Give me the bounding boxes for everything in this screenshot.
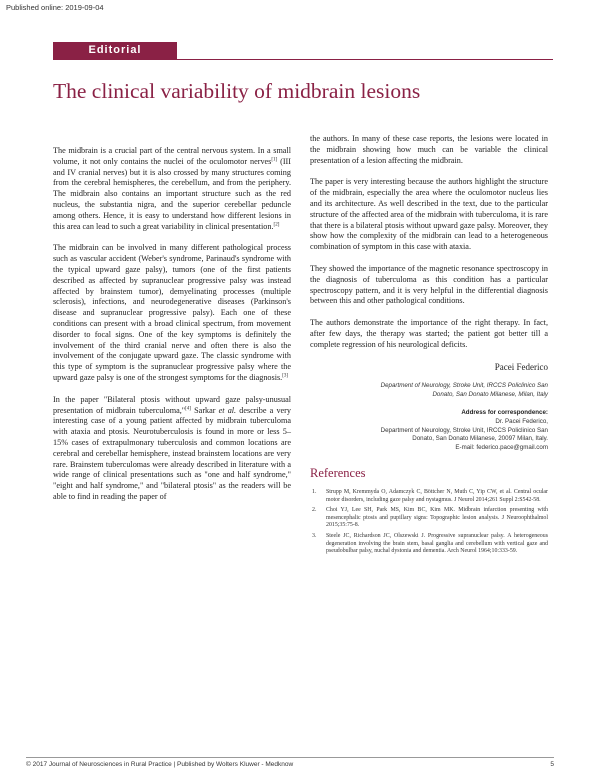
author-name: Pacei Federico <box>494 361 548 372</box>
references-heading: References <box>310 466 366 481</box>
page-footer <box>26 761 554 768</box>
right-column <box>310 134 548 559</box>
footer-journal: © 2017 Journal of Neurosciences in Rural Practice | Published by Wolters Kluwer - Medknow <box>26 761 294 768</box>
paragraph: The paper is very interesting because the authors highlight the structure of the midbrain, especially the area where the oculomotor nucleus lies and its architecture. As well described in the text, due to the particular structure of the affected area of the midbrain with tuberculoma, it is rare that there is a bilateral ptosis without upward gaze palsy. Moreover, they show how the complexity of the midbrain can lead to a heterogeneous combination of symptom in this case with ataxia. <box>310 177 548 252</box>
paragraph: In the paper "Bilateral ptosis without upward gaze palsy-unusual presentation of midbrain tuberculoma,"[4] Sarkar et al. describe a very interesting case of a young patient affected by midbrain tuberculoma with ataxia and ptosis. Neurotuberculosis is found in more or less 5–15% cases of extrapulmonary tuberculosis and common locations are cerebral and cerebellar hemisphere, instead brainstem locations are very rare. Brainstem tuberculomas were already described in literature with a wide range of clinical presentations such as "one and half syndrome," "eight and half syndrome," and "bilateral ptosis" as the readers will be able to find in reading the paper of <box>53 394 291 501</box>
citation[interactable]: [3] <box>282 373 289 379</box>
author-affiliation: Department of Neurology, Stroke Unit, IRCCS Policlinico San Donato, San Donato Milanese, Milan, Italy <box>380 382 548 399</box>
paragraph: the authors. In many of these case reports, the lesions were located in the midbrain showing how much can be variable the clinical presentation of a lesion affecting the midbrain. <box>310 134 548 165</box>
correspondence-block: Address for correspondence: Dr. Pacei Federico, Department of Neurology, Stroke Unit, IRCCS Policlinico San Donato, San Donato Milanese, 20097 Milan, Italy. E-mail: federico.pace@gmail.com <box>310 409 548 452</box>
paragraph: The midbrain can be involved in many different pathological process such as vascular accident (Weber's syndrome, Parinaud's syndrome with the typical upward gaze palsy), tumors (one of the first patients described as affected by supranuclear progressive palsy was instead affected by brainstem tumor), demyelinating processes (multiple sclerosis), infections, and neurodegenerative diseases (Parkinson's disease and supranuclear progressive palsy). Each one of these conditions can present with a broad clinical spectrum, from movement disorder to focal signs. One of the key symptoms is definitely the involvement of the third cranial nerve and often there is also the involvement of the conjugate upward gaze. The classic syndrome with this type of symptom is the supranuclear progressive palsy where the upward gaze palsy is one of the strongest symptoms for the diagnosis.[3] <box>53 243 291 382</box>
footer-rule <box>26 757 554 758</box>
published-online-stamp: Published online: 2019-09-04 <box>6 3 104 12</box>
paragraph: The authors demonstrate the importance of the right therapy. In fact, after few days, the therapy was started; the patient got better till a complete regression of his neurological deficits. <box>310 318 548 349</box>
citation[interactable]: [2] <box>273 221 280 227</box>
reference-item: 2. Choi YJ, Lee SH, Park MS, Kim BC, Kim MK. Midbrain infarction presenting with mesencephalic ptosis and pupillary signs: Topographic lesion analysis. J Neuroophthalmol 2015;35:75-8. <box>312 507 548 529</box>
citation[interactable]: [4] <box>185 405 191 411</box>
page-number: 5 <box>550 761 554 768</box>
header-rule <box>53 59 553 60</box>
paragraph: The midbrain is a crucial part of the central nervous system. In a small volume, it not only contains the nuclei of the oculomotor nerves[1] (III and IV cranial nerves) but it is also crossed by many structures coming from the cerebral hemispheres, the cerebellum, and from the periphery. The midbrain also contains an important structure such as the red nucleus, the substantia nigra, and the superior cerebellar peduncle among others. Hence, it is easy to understand how different lesions in this area can lead to such a great variability in clinical presentation.[2] <box>53 146 292 231</box>
section-label: Editorial <box>53 42 177 59</box>
email-link[interactable]: E-mail: federico.pace@gmail.com <box>455 443 548 451</box>
article-title: The clinical variability of midbrain lesions <box>53 79 421 103</box>
reference-item: 3. Steele JC, Richardson JC, Olszewski J. Progressive supranuclear palsy. A heterogeneous degeneration involving the brain stem, basal ganglia and cerebellum with vertical gaze and pseudobulbar palsy, nuchal dystonia and dementia. Arch Neurol 1964;10:333-59. <box>312 533 548 555</box>
references-list <box>310 489 548 556</box>
reference-item: 1. Strupp M, Kremmyda O, Adamczyk C, Böttcher N, Muth C, Yip CW, et al. Central ocular motor disorders, including gaze palsy and nystagmus. J Neurol 2014;261 Suppl 2:S542-58. <box>312 489 548 503</box>
left-column <box>53 146 291 514</box>
paragraph: They showed the importance of the magnetic resonance spectroscopy in the diagnosis of tuberculoma as this condition has a particular spectroscopy pattern, and it is very helpful in the differential diagnosis between this and other pathological conditions. <box>310 263 548 306</box>
citation[interactable]: [1] <box>271 157 278 163</box>
correspondence-heading: Address for correspondence: <box>461 409 548 417</box>
